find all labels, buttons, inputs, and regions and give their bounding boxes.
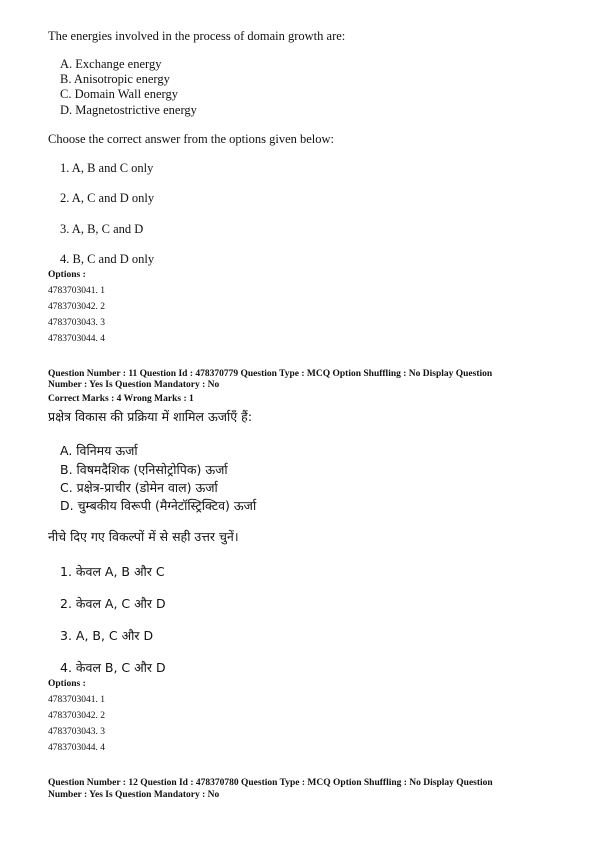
option-id: 4783703041. 1	[48, 695, 105, 705]
option-id: 4783703042. 2	[48, 711, 105, 721]
choice-1: 1. A, B and C only	[60, 161, 154, 175]
choice-1: 1. केवल A, B और C	[60, 564, 165, 579]
question-meta: Question Number : 11 Question Id : 478370779 Question Type : MCQ Option Shuffling : No Display Question	[48, 369, 493, 379]
choice-3: 3. A, B, C और D	[60, 628, 154, 643]
instruction: नीचे दिए गए विकल्पों में से सही उत्तर चुनें।	[48, 529, 239, 544]
statement-b: B. Anisotropic energy	[60, 72, 170, 86]
statement-b: B. विषमदैशिक (एनिसोट्रोपिक) ऊर्जा	[60, 462, 228, 477]
statement-a: A. विनिमय ऊर्जा	[60, 443, 138, 458]
question-meta: Number : Yes Is Question Mandatory : No	[48, 790, 220, 800]
option-id: 4783703042. 2	[48, 302, 105, 312]
question-marks: Correct Marks : 4 Wrong Marks : 1	[48, 394, 194, 404]
choice-4: 4. केवल B, C और D	[60, 660, 166, 675]
choice-2: 2. केवल A, C और D	[60, 596, 166, 611]
option-id: 4783703043. 3	[48, 727, 105, 737]
option-id: 4783703044. 4	[48, 334, 105, 344]
statement-c: C. प्रक्षेत्र-प्राचीर (डोमेन वाल) ऊर्जा	[60, 480, 218, 495]
choice-3: 3. A, B, C and D	[60, 222, 144, 236]
question-stem: The energies involved in the process of domain growth are:	[48, 29, 346, 43]
question-stem: प्रक्षेत्र विकास की प्रक्रिया में शामिल ऊर्जाएँ हैं:	[48, 409, 253, 424]
question-meta: Question Number : 12 Question Id : 478370780 Question Type : MCQ Option Shuffling : No Display Question	[48, 778, 493, 788]
options-label: Options :	[48, 679, 86, 689]
option-id: 4783703044. 4	[48, 743, 105, 753]
instruction: Choose the correct answer from the options given below:	[48, 132, 335, 146]
choice-2: 2. A, C and D only	[60, 191, 155, 205]
statement-d: D. चुम्बकीय विरूपी (मैग्नेटॉस्ट्रिक्टिव) ऊर्जा	[60, 498, 257, 513]
statement-a: A. Exchange energy	[60, 57, 162, 71]
options-label: Options :	[48, 270, 86, 280]
option-id: 4783703041. 1	[48, 286, 105, 296]
choice-4: 4. B, C and D only	[60, 252, 155, 266]
question-meta: Number : Yes Is Question Mandatory : No	[48, 380, 220, 390]
option-id: 4783703043. 3	[48, 318, 105, 328]
statement-c: C. Domain Wall energy	[60, 87, 178, 101]
statement-d: D. Magnetostrictive energy	[60, 103, 197, 117]
